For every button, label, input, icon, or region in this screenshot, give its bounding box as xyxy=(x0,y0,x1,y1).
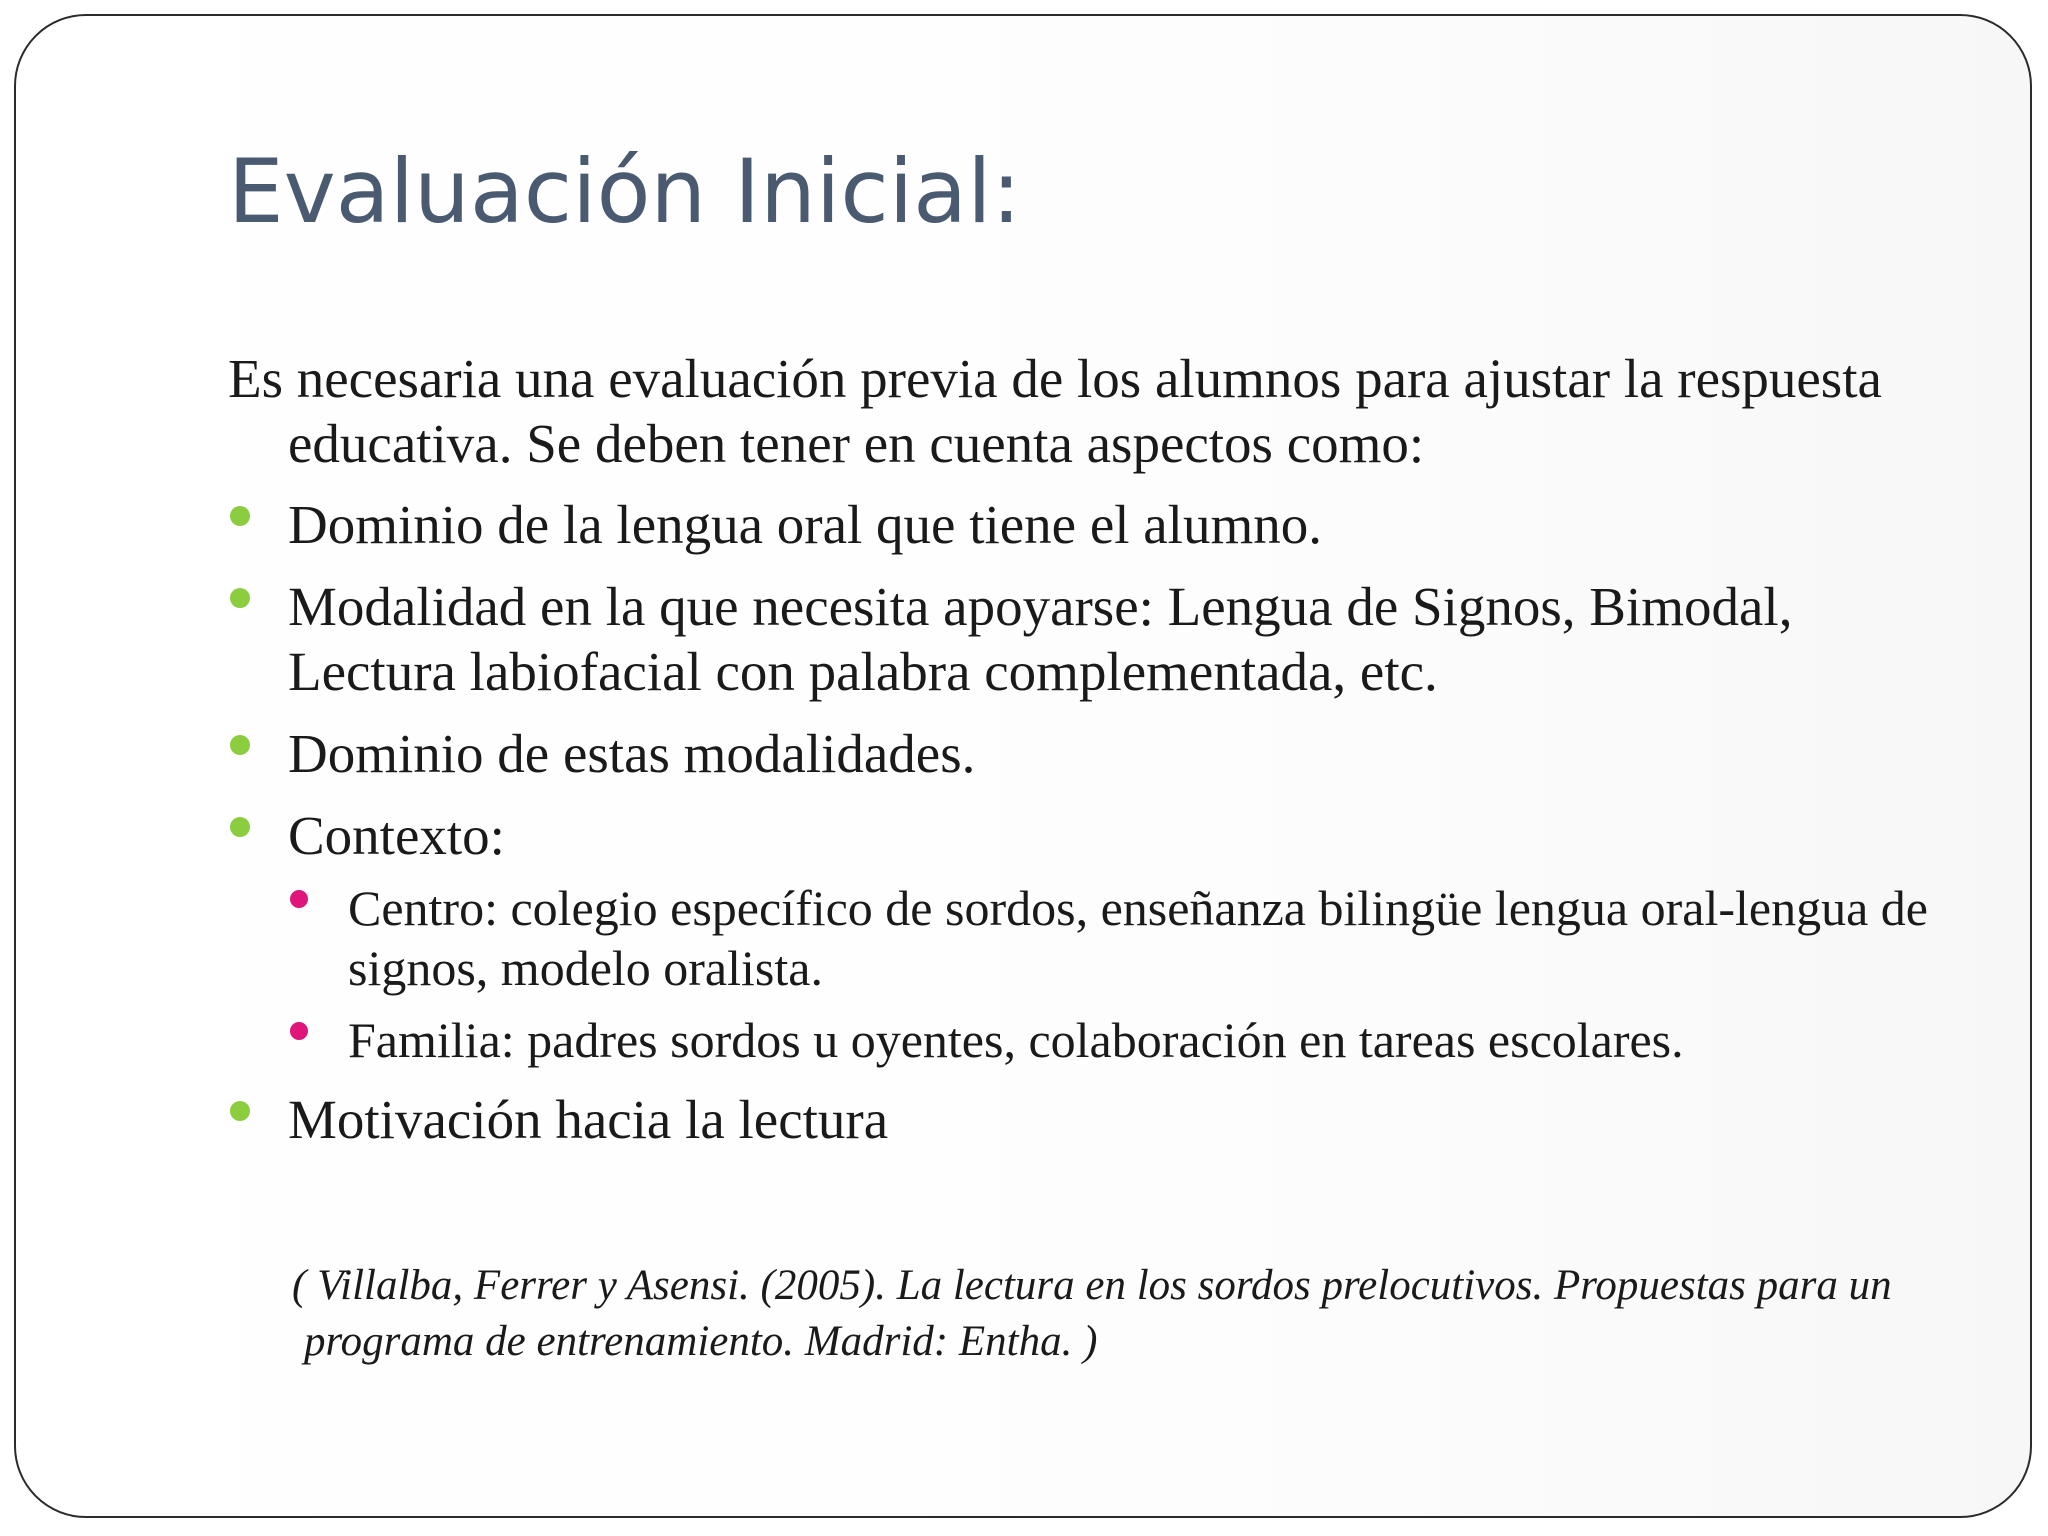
list-item xyxy=(228,803,1948,1070)
slide-body xyxy=(228,346,1948,1169)
slide xyxy=(14,14,2032,1518)
list-item xyxy=(228,721,1948,786)
list-item-text: Modalidad en la que necesita apoyarse: Lengua de Signos, Bimodal, Lectura labiofacial con palabra complementada, etc. xyxy=(288,576,1793,702)
green-bullet-icon xyxy=(230,1101,250,1121)
sub-list-item xyxy=(288,878,1948,998)
bullet-list xyxy=(228,492,1948,1152)
list-item xyxy=(228,1087,1948,1152)
sub-list-item-text: Centro: colegio específico de sordos, enseñanza bilingüe lengua oral-lengua de signos, modelo oralista. xyxy=(348,880,1928,996)
pink-bullet-icon xyxy=(290,890,308,908)
sub-list-item-text: Familia: padres sordos u oyentes, colaboración en tareas escolares. xyxy=(348,1012,1684,1068)
list-item-text: Motivación hacia la lectura xyxy=(288,1089,889,1150)
list-item-text: Contexto: xyxy=(288,805,505,866)
intro-paragraph: Es necesaria una evaluación previa de los alumnos para ajustar la respuesta educativa. Se deben tener en cuenta aspectos como: xyxy=(228,348,1882,474)
list-item-text: Dominio de la lengua oral que tiene el alumno. xyxy=(288,494,1322,555)
list-item-text: Dominio de estas modalidades. xyxy=(288,723,976,784)
green-bullet-icon xyxy=(230,735,250,755)
sub-list-item xyxy=(288,1010,1948,1070)
pink-bullet-icon xyxy=(290,1022,308,1040)
list-item xyxy=(228,574,1948,704)
green-bullet-icon xyxy=(230,817,250,837)
sub-bullet-list xyxy=(288,878,1948,1070)
green-bullet-icon xyxy=(230,506,250,526)
slide-title: Evaluación Inicial: xyxy=(228,140,1022,243)
green-bullet-icon xyxy=(230,588,250,608)
citation: ( Villalba, Ferrer y Asensi. (2005). La lectura en los sordos prelocutivos. Propuestas para un programa de entrenamiento. Madrid: Entha. ) xyxy=(292,1262,1892,1365)
list-item xyxy=(228,492,1948,557)
